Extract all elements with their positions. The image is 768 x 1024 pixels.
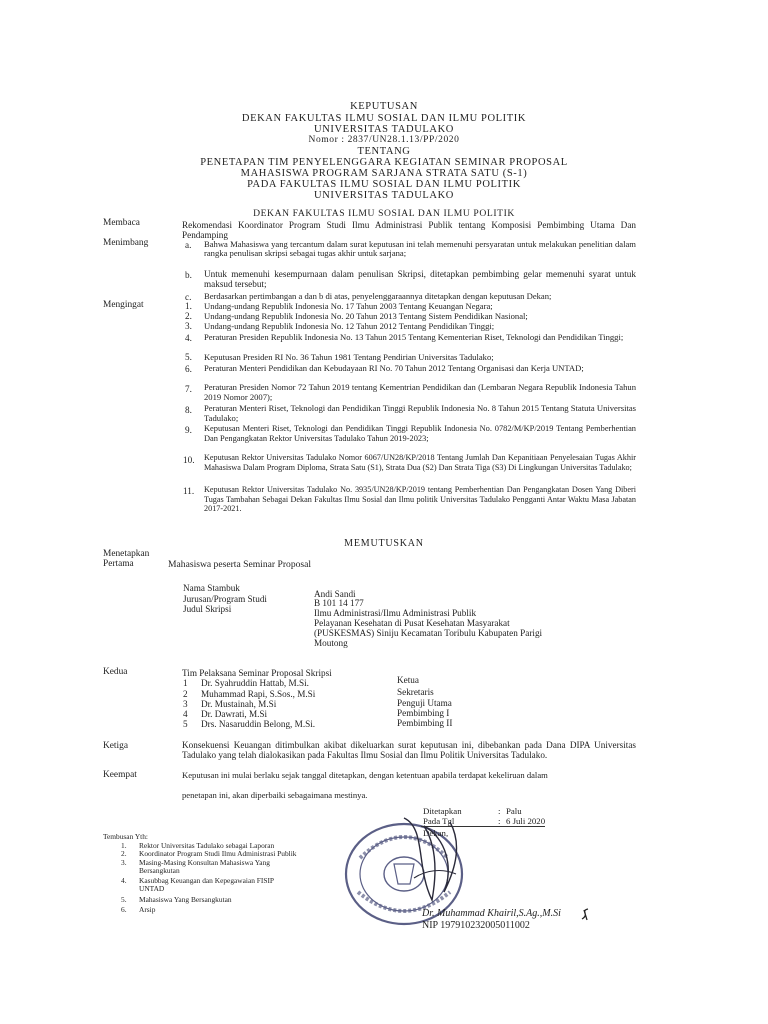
kedua-heading: Tim Pelaksana Seminar Proposal Skripsi <box>182 668 332 678</box>
tembusan-item-2: Koordinator Program Studi Ilmu Administrasi Publik <box>139 849 297 858</box>
mengingat-item-11: Keputusan Rektor Universitas Tadulako No. 3935/UN28/KP/2019 tentang Pemberhentian Dan Pengangkatan Dosen Yang Diberi Tugas Tambahan Sebagai Dekan Fakultas Ilmu Sosial dan Ilmu politik Universitas Tadulako Pengganti Antar Waktu Masa Jabatan 2017-2021. <box>204 485 636 514</box>
member-role-2: Sekretaris <box>397 687 434 697</box>
mengingat-num-9: 9. <box>185 425 192 435</box>
membaca-text: Rekomendasi Koordinator Program Studi Ilmu Administrasi Publik tentang Komposisi Pembimbing Utama Dan Pendamping <box>182 220 636 241</box>
mengingat-item-8: Peraturan Menteri Riset, Teknologi dan Pendidikan Tinggi Republik Indonesia No. 8 Tahun 2015 Tentang Statuta Universitas Tadulako; <box>204 403 636 424</box>
ketiga-label: Ketiga <box>103 741 128 751</box>
member-name-2: Muhammad Rapi, S.Sos., M.Si <box>201 689 316 699</box>
mengingat-item-7: Peraturan Presiden Nomor 72 Tahun 2019 tentang Kementrian Pendidikan dan (Lembaran Negara Republik Indonesia Tahun 2019 Nomor 2007); <box>204 382 636 403</box>
mengingat-num-11: 11. <box>183 486 195 496</box>
tembusan-item-3: Masing-Masing Konsultan Mahasiswa Yang Bersangkutan <box>139 858 270 876</box>
mengingat-item-5: Keputusan Presiden RI No. 36 Tahun 1981 Tentang Pendirian Universitas Tadulako; <box>204 352 494 362</box>
field-label-2: Jurusan/Program Studi <box>183 594 267 604</box>
header-line-6: PENETAPAN TIM PENYELENGGARA KEGIATAN SEMINAR PROPOSAL <box>200 157 568 168</box>
mengingat-num-10: 10. <box>183 455 195 465</box>
tgl-value: 6 Juli 2020 <box>506 816 546 826</box>
tembusan-num-5: 5. <box>121 895 127 904</box>
mengingat-item-1: Undang-undang Republik Indonesia No. 17 Tahun 2003 Tentang Keuangan Negara; <box>204 301 493 311</box>
menimbang-num-c: c. <box>185 292 192 302</box>
tgl-colon: : <box>498 816 501 826</box>
tgl-label: Pada Tgl <box>423 816 455 826</box>
mengingat-item-4: Peraturan Presiden Republik Indonesia No. 13 Tahun 2015 Tentang Kementerian Riset, Teknologi dan Pendidikan Tinggi; <box>204 332 624 342</box>
tembusan-num-4: 4. <box>121 876 127 885</box>
menimbang-num-a: a. <box>185 240 192 250</box>
ketiga-text: Konsekuensi Keuangan ditimbulkan akibat dikeluarkan surat keputusan ini, dibebankan pada Dana DIPA Universitas Tadulako yang telah dialokasikan pada Fakultas Ilmu Sosial dan Ilmu Politik Universitas Tadulako. <box>182 740 636 761</box>
mengingat-item-10: Keputusan Rektor Universitas Tadulako Nomor 6067/UN28/KP/2018 Tentang Jumlah Dan Kepanitiaan Penyelesaian Tugas Akhir Mahasiswa Dalam Program Diploma, Strata Satu (S1), Strata Dua (S2) Dan Strata Tiga (S3) Di Lingkungan Universitas Tadulako; <box>204 453 636 472</box>
header-line-2: DEKAN FAKULTAS ILMU SOSIAL DAN ILMU POLITIK <box>241 113 527 124</box>
initial-mark-icon <box>578 907 592 921</box>
member-name-1: Dr. Syahruddin Hattab, M.Si. <box>201 678 309 688</box>
field-label-1: Nama Stambuk <box>183 583 240 593</box>
mengingat-item-9: Keputusan Menteri Riset, Teknologi dan Pendidikan Tinggi Republik Indonesia No. 0782/M/KP/2019 Tentang Pemberhentian Dan Pengangkatan Rektor Universitas Tadulako Tahun 2019-2023; <box>204 424 636 443</box>
tembusan-num-3: 3. <box>121 858 127 867</box>
mengingat-num-5: 5. <box>185 352 192 362</box>
tembusan-num-6: 6. <box>121 905 127 914</box>
menetapkan-label: Menetapkan <box>103 549 150 559</box>
tembusan-num-2: 2. <box>121 849 127 858</box>
ditetapkan-label: Ditetapkan <box>423 806 462 816</box>
kedua-label: Kedua <box>103 667 128 677</box>
mengingat-num-3: 3. <box>185 321 192 331</box>
member-name-5: Drs. Nasaruddin Belong, M.Si. <box>201 719 316 729</box>
signer-name: Dr. Muhammad Khairil,S.Ag.,M.Si <box>422 908 561 919</box>
tembusan-num-1: 1. <box>121 841 127 850</box>
mengingat-label: Mengingat <box>103 300 144 310</box>
field-value-2: B 101 14 177 <box>314 598 364 608</box>
header-line-9: UNIVERSITAS TADULAKO <box>314 190 454 201</box>
header-line-8: PADA FAKULTAS ILMU SOSIAL DAN ILMU POLITIK <box>247 179 521 190</box>
dekan-label: Dekan, <box>423 828 449 838</box>
skripsi-title-3: Moutong <box>314 638 348 648</box>
skripsi-title-2: (PUSKESMAS) Siniju Kecamatan Toribulu Kabupaten Parigi <box>314 628 543 638</box>
menimbang-num-b: b. <box>185 270 192 280</box>
field-value-3: Ilmu Administrasi/Ilmu Administrasi Publik <box>314 608 477 618</box>
ditetapkan-colon: : <box>498 806 501 816</box>
member-num-2: 2 <box>183 689 188 699</box>
menimbang-item-b: Untuk memenuhi kesempurnaan dalam penulisan Skripsi, ditetapkan pembimbing gelar memenuhi syarat untuk maksud tersebut; <box>204 269 636 290</box>
member-role-5: Pembimbing II <box>397 718 453 728</box>
member-num-4: 4 <box>183 709 188 719</box>
keempat-label: Keempat <box>103 770 137 780</box>
keempat-line-2: penetapan ini, akan diperbaiki sebagaimana mestinya. <box>182 790 368 800</box>
header-tentang: TENTANG <box>357 146 411 157</box>
tembusan-item-4: Kasubbag Keuangan dan Kepegawaian FISIP UNTAD <box>139 876 274 894</box>
header-line-7: MAHASISWA PROGRAM SARJANA STRATA SATU (S-1) <box>240 168 528 179</box>
header-line-1: KEPUTUSAN <box>350 101 418 112</box>
member-role-3: Penguji Utama <box>397 698 452 708</box>
member-num-1: 1 <box>183 678 188 688</box>
handwritten-signature-icon <box>396 808 476 908</box>
pertama-text: Mahasiswa peserta Seminar Proposal <box>168 559 312 570</box>
tembusan-item-5: Mahasiswa Yang Bersangkutan <box>139 895 232 904</box>
mengingat-num-2: 2. <box>185 311 192 321</box>
member-num-5: 5 <box>183 719 188 729</box>
skripsi-title-1: Pelayanan Kesehatan di Pusat Kesehatan Masyarakat <box>314 618 510 628</box>
keempat-line-1: Keputusan ini mulai berlaku sejak tanggal ditetapkan, dengan ketentuan apabila terdapat kekeliruan dalam <box>182 770 548 780</box>
memutuskan-heading: MEMUTUSKAN <box>344 538 424 549</box>
menimbang-label: Menimbang <box>103 238 149 248</box>
mengingat-item-6: Peraturan Menteri Pendidikan dan Kebudayaan RI No. 70 Tahun 2012 Tentang Organisasi dan Kerja UNTAD; <box>204 363 584 373</box>
ditetapkan-value: Palu <box>506 806 522 816</box>
member-name-3: Dr. Mustainah, M.Si <box>201 699 277 709</box>
mengingat-num-8: 8. <box>185 405 192 415</box>
membaca-label: Membaca <box>103 218 140 228</box>
field-value-1: Andi Sandi <box>314 589 356 599</box>
menimbang-item-a: Bahwa Mahasiswa yang tercantum dalam surat keputusan ini telah memenuhi persyaratan untuk melakukan penelitian dalam rangka penulisan skripsi sebagai tugas akhir untuk sarjana; <box>204 239 636 259</box>
member-num-3: 3 <box>183 699 188 709</box>
member-name-4: Dr. Dawrati, M.Si <box>201 709 268 719</box>
mengingat-num-6: 6. <box>185 364 192 374</box>
tembusan-item-1: Rektor Universitas Tadulako sebagai Laporan <box>139 841 275 850</box>
decree-number: Nomor : 2837/UN28.1.13/PP/2020 <box>308 135 460 145</box>
tembusan-item-6: Arsip <box>139 905 156 914</box>
pertama-label: Pertama <box>103 559 134 569</box>
mengingat-item-3: Undang-undang Republik Indonesia No. 12 Tahun 2012 Tentang Pendidikan Tinggi; <box>204 321 495 331</box>
mengingat-item-2: Undang-undang Republik Indonesia No. 20 Tahun 2013 Tentang Sistem Pendidikan Nasional; <box>204 311 528 321</box>
tembusan-heading: Tembusan Yth: <box>103 832 148 841</box>
dean-line: DEKAN FAKULTAS ILMU SOSIAL DAN ILMU POLITIK <box>253 208 515 219</box>
mengingat-num-4: 4. <box>185 333 192 343</box>
mengingat-num-7: 7. <box>185 384 192 394</box>
member-role-4: Pembimbing I <box>397 708 450 718</box>
field-label-3: Judul Skripsi <box>183 604 232 614</box>
member-role-1: Ketua <box>397 675 419 685</box>
header-line-3: UNIVERSITAS TADULAKO <box>314 124 454 135</box>
mengingat-num-1: 1. <box>185 301 192 311</box>
signer-nip: NIP 197910232005011002 <box>422 920 530 931</box>
menimbang-item-c: Berdasarkan pertimbangan a dan b di atas, penyelenggaraannya ditetapkan dengan keputusan Dekan; <box>204 291 552 301</box>
